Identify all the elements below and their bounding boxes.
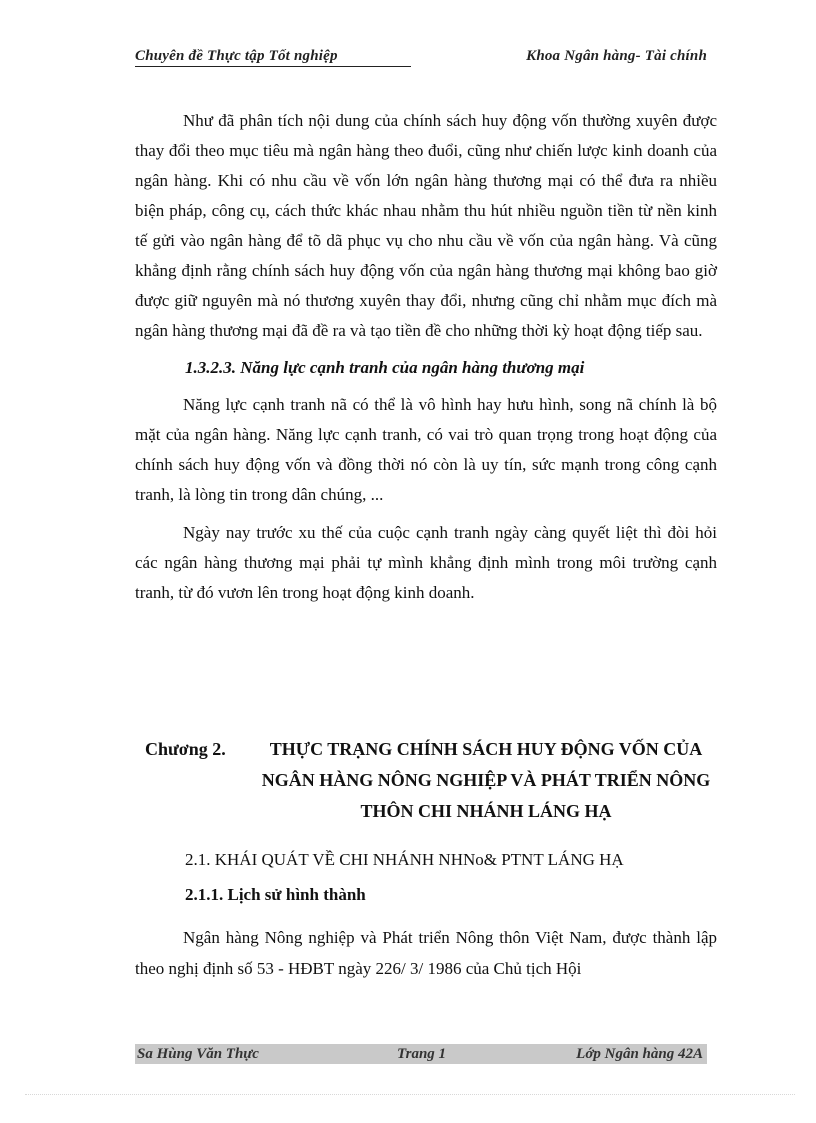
chapter-number: Chương 2.: [145, 739, 226, 759]
paragraph: Năng lực cạnh tranh nã có thể là vô hình hay hưu hình, song nã chính là bộ mặt của ngân hàng. Năng lực cạnh tranh, có vai trò quan trọng trong hoạt động của chính sách huy động vốn và đồng thời nó còn là uy tín, sức mạnh trong công cạnh tranh, là lòng tin trong dân chúng, ...: [135, 395, 717, 504]
paragraph: [135, 922, 717, 984]
paragraph: Ngày nay trước xu thế của cuộc cạnh tranh ngày càng quyết liệt thì đòi hỏi các ngân hàng thương mại phải tự mình khẳng định mình trong môi trường cạnh tranh, từ đó vươn lên trong hoạt động kinh doanh.: [135, 523, 717, 602]
chapter-title-line: THỰC TRẠNG CHÍNH SÁCH HUY ĐỘNG VỐN CỦA: [269, 739, 703, 759]
page-header: [135, 48, 715, 70]
chapter-title-line: THÔN CHI NHÁNH LÁNG HẠ: [360, 801, 612, 821]
paragraph-text: Ngân hàng Nông nghiệp và Phát triển Nông thôn Việt Nam, được thành lập theo nghị định số 53 - HĐBT ngày 226/ 3/ 1986 của Chủ tịch Hội: [135, 928, 717, 978]
header-right-text: Khoa Ngân hàng- Tài chính: [526, 48, 707, 64]
chapter-title: [241, 734, 731, 827]
page-footer: [135, 1044, 707, 1064]
footer-page-number: Trang 1: [397, 1046, 447, 1062]
subsection-heading: 1.3.2.3. Năng lực cạnh tranh của ngân hàng thương mại: [185, 358, 585, 377]
subsection-heading: 2.1.1. Lịch sử hình thành: [185, 885, 366, 904]
paragraph: Như đã phân tích nội dung của chính sách huy động vốn thường xuyên được thay đổi theo mục tiêu mà ngân hàng theo đuổi, cũng như chiến lược kinh doanh của ngân hàng. Khi có nhu cầu về vốn lớn ngân hàng thương mại có thể đưa ra nhiều biện pháp, công cụ, cách thức khác nhau nhằm thu hút nhiều nguồn tiền từ nền kinh tế gửi vào ngân hàng để tõ dã phục vụ cho nhu cầu về vốn của ngân hàng. Và cũng khẳng định rằng chính sách huy động vốn của ngân hàng thương mại không bao giờ được giữ nguyên mà nó thương xuyên thay đổi, nhưng cũng chỉ nhằm mục đích mà ngân hàng thương mại đã đề ra và tạo tiền đề cho những thời kỳ hoạt động tiếp sau.: [135, 111, 717, 340]
chapter-title-line: NGÂN HÀNG NÔNG NGHIỆP VÀ PHÁT TRIỂN NÔNG: [261, 770, 711, 790]
footer-class: Lớp Ngân hàng 42A: [576, 1046, 703, 1062]
header-left-text: Chuyên đề Thực tập Tốt nghiệp: [135, 48, 411, 67]
body-text-block: [135, 106, 717, 608]
section-heading: 2.1. KHÁI QUÁT VỀ CHI NHÁNH NHNo& PTNT LÁNG HẠ: [185, 850, 624, 869]
footer-author: Sa Hùng Văn Thực: [137, 1046, 259, 1062]
page-border-line: [25, 1094, 795, 1095]
